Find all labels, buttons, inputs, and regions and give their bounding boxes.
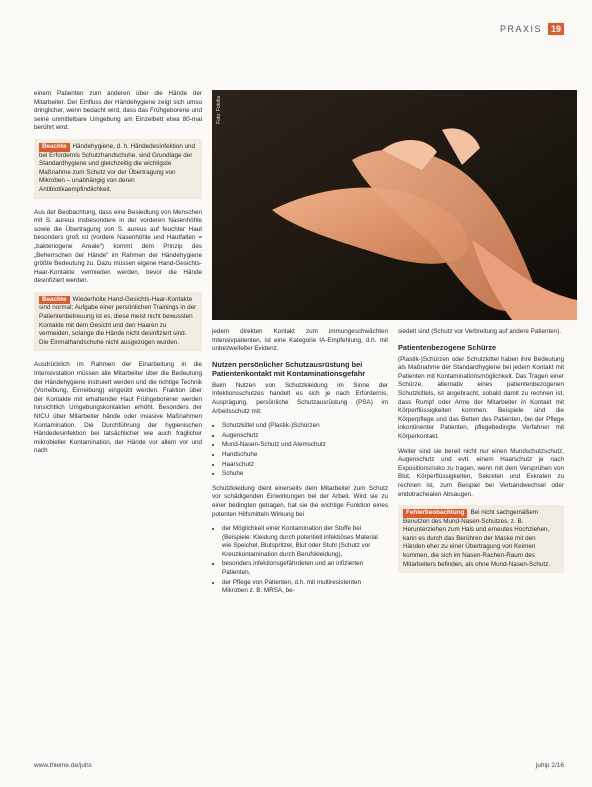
list-item: • Handschuhe: [222, 451, 388, 460]
list-item: • Augenschutz: [222, 432, 388, 441]
left-column: [34, 90, 202, 462]
list-item: • Haarschutz: [222, 461, 388, 470]
paragraph: Schutzkleidung dient einerseits dem Mitarbeiter zum Schutz vor schädigenden Einwirkungen bei der Arbeit. Wird sie zu einer bedingten getragen, hat sie die wichtige Funktion eines potenten Hilfsmitteln Wirkung bei: [212, 484, 388, 518]
page-header: [500, 22, 564, 36]
section-label: PRAXIS: [499, 24, 542, 34]
box-text: Wiederholte Hand-Gesichts-Haar-Kontakte sind normal; Aufgabe einer persönlichen Trainings in der Patientenbetreuung ist es, diese meist nicht bewussten Kontakte mit dem Gesicht und den Haaren zu vermeiden, solange die Hände nicht desinfiziert sind. Die Einmalhandschuhe nicht ausgezogen wurden.: [39, 295, 197, 346]
indication-list: [212, 525, 388, 596]
beachte-tag: Beachte: [39, 143, 70, 152]
equipment-list: [212, 422, 388, 479]
list-item: • der Pflege von Patienten, d.h. mit multiresistenten Mikroben z. B. MRSA, be-: [222, 579, 388, 596]
footer-issue: juhip 2/16: [535, 762, 564, 769]
fehlerbeobachtung-tag: Fehlerbeobachtung: [403, 509, 467, 518]
list-item: • der Möglichkeit einer Kontamination der Stoffe bei (Beispiele: Kleidung durch potentiell infektiöses Material wie Speichel, Blutspritzer, Blut oder Stuhl (Schutz vor Kreuzkontamination durch Berufskleidung),: [222, 525, 388, 559]
hand-disinfection-photo: [212, 90, 577, 320]
list-item: • Schutzkittel und (Plastik-)Schürzen: [222, 422, 388, 431]
box-text: Bei nicht sachgemäßem Benutzen des Mund-Nasen-Schutzes, z. B. Herunterziehen zum Hals und erneutes Hochziehen, kann es durch das Berühren der Maske mit den Händen eher zu einer Übertragung von Keimen kommen, die sich im Nasen-Rachen-Raum des Mitarbeiters befinden, als ohne Mund-Nasen-Schutz.: [403, 509, 551, 568]
section-heading: Patientenbezogene Schürze: [398, 342, 497, 352]
paragraph: Weiter sind sie bereit nicht nur einen Mundschutzschutz, Augenschutz und evtl. einem Haarschutz je nach Expositionsrisiko zu tragen, wenn mit dem Versprühen von Blut, Körperflüssigkeiten, Sekreten und Exkreten zu rechnen ist, zum Beispiel bei Verbandwechsel oder endotrachealen Absaugen.: [398, 447, 564, 498]
section-heading: Nutzen persönlicher Schutzausrüstung bei Patientenkontakt mit Kontaminationsgefahr: [212, 359, 366, 378]
list-item: • Schuhe: [222, 470, 388, 479]
paragraph: Aus der Beobachtung, dass eine Besiedlung von Menschen mit S. aureus insbesondere in der vorderen Nasenhöhle sowie die Übertragung von S. aureus auf feuchter Haut besonders groß ist (vordere Nasenhöhle und Hautfalten = „bakteriogene Areale“) kommt dem Prinzip des „Beherrschen der Hände“ im Rahmen der Händehygiene größte Bedeutung zu. Dazu müssen eigene Hand-Gesichts-Haar-Kontakte vermieden werden, bevor die Hände desinfiziert werden.: [34, 208, 202, 285]
box-text: Händehygiene, d. h. Händedesinfektion und bei Erfordernis Schutzhandschuhe, sind Grundlage der Standardhygiene und gleichzeitig die wichtigste Maßnahme zum Schutz vor der Übertragung von Mikroben – unabhängig von deren Antibiotikaempfindlichkeit.: [39, 142, 196, 193]
hands-illustration: [212, 90, 577, 320]
paragraph: einem Patienten zum anderen über die Hände der Mitarbeiter. Der Einfluss der Händehygiene zeigt sich umso dringlicher, wenn bedacht wird, dass das Frühgeborene und seine unmittelbare Umgebung am Einzelbett etwa 80-mal berührt wird.: [34, 90, 202, 132]
beachte-box-2: [34, 292, 202, 352]
paragraph: jedem direkten Kontakt zum immungeschwächten Intensivpatienten, ist eine Kategorie IA-Empfehlung, d.h. mit unbezweifelter Evidenz.: [212, 328, 388, 353]
paragraph: Ausdrücklich im Rahmen der Einarbeitung in die Intensivstation müssen alle Mitarbeiter über die Bedeutung der Händehygiene instruiert werden und die richtige Technik (Vorreibung, Einreibung) eingeübt werden. Fraktion über der Kontakte mit erhaltender Haut Frühgeborener werden hinsichtlich Umgebungskontakten erhöht. Besonders der NICU über Mitarbeiter hände oder invasive Maßnahmen Kontamination. Die Durchführung der hygienischen Händedesinfektion bei tatsächlicher wie auch fraglicher mikrobieller Kontamination, der Hände vor allem vor und nach: [34, 361, 202, 455]
photo-credit: Foto: Fotolia: [216, 96, 222, 124]
fehlerbeobachtung-box: [398, 505, 564, 573]
paragraph: siedelt sind (Schutz vor Verbreitung auf andere Patienten).: [398, 328, 562, 335]
paragraph: (Plastik-)Schürzen oder Schutzkittel haben ihre Bedeutung als Maßnahme der Standardhygiene bei jedem Kontakt mit Patienten mit Kontaminationsmöglichkeit. Das Tragen einer Schürze, alternativ eines patientenbezogenen Schutzkittels, ist angebracht, sobald damit zu rechnen ist, dass Rumpf oder Arme der Mitarbeiter in Kontakt mit Körperflüssigkeiten kommen: Beispiele sind die Körperpflege und das Betten des Patienten, bei der Pflege inkontinenter Patienten, pflegebedingte Verfahren mit Körperkontakt.: [398, 355, 564, 440]
list-item: • Mund-Nasen-Schutz und Atemschutz: [222, 441, 388, 450]
middle-column: [212, 328, 388, 602]
paragraph: Beim Nutzen von Schutzkleidung im Sinne der Infektionsschutzes handelt es sich je nach Erfordernis, Ausprägung, persönliche Schutzausrüstung (PSA) im Arbeitsschutz mit:: [212, 381, 388, 415]
beachte-box-1: [34, 139, 202, 199]
beachte-tag: Beachte: [39, 296, 70, 305]
page-number: 19: [548, 23, 564, 35]
footer-url: www.thieme.de/juhs: [34, 762, 92, 769]
list-item: • besonders infektionsgefährdeten und an infizierten Patienten,: [222, 560, 388, 577]
right-column: [398, 328, 564, 583]
